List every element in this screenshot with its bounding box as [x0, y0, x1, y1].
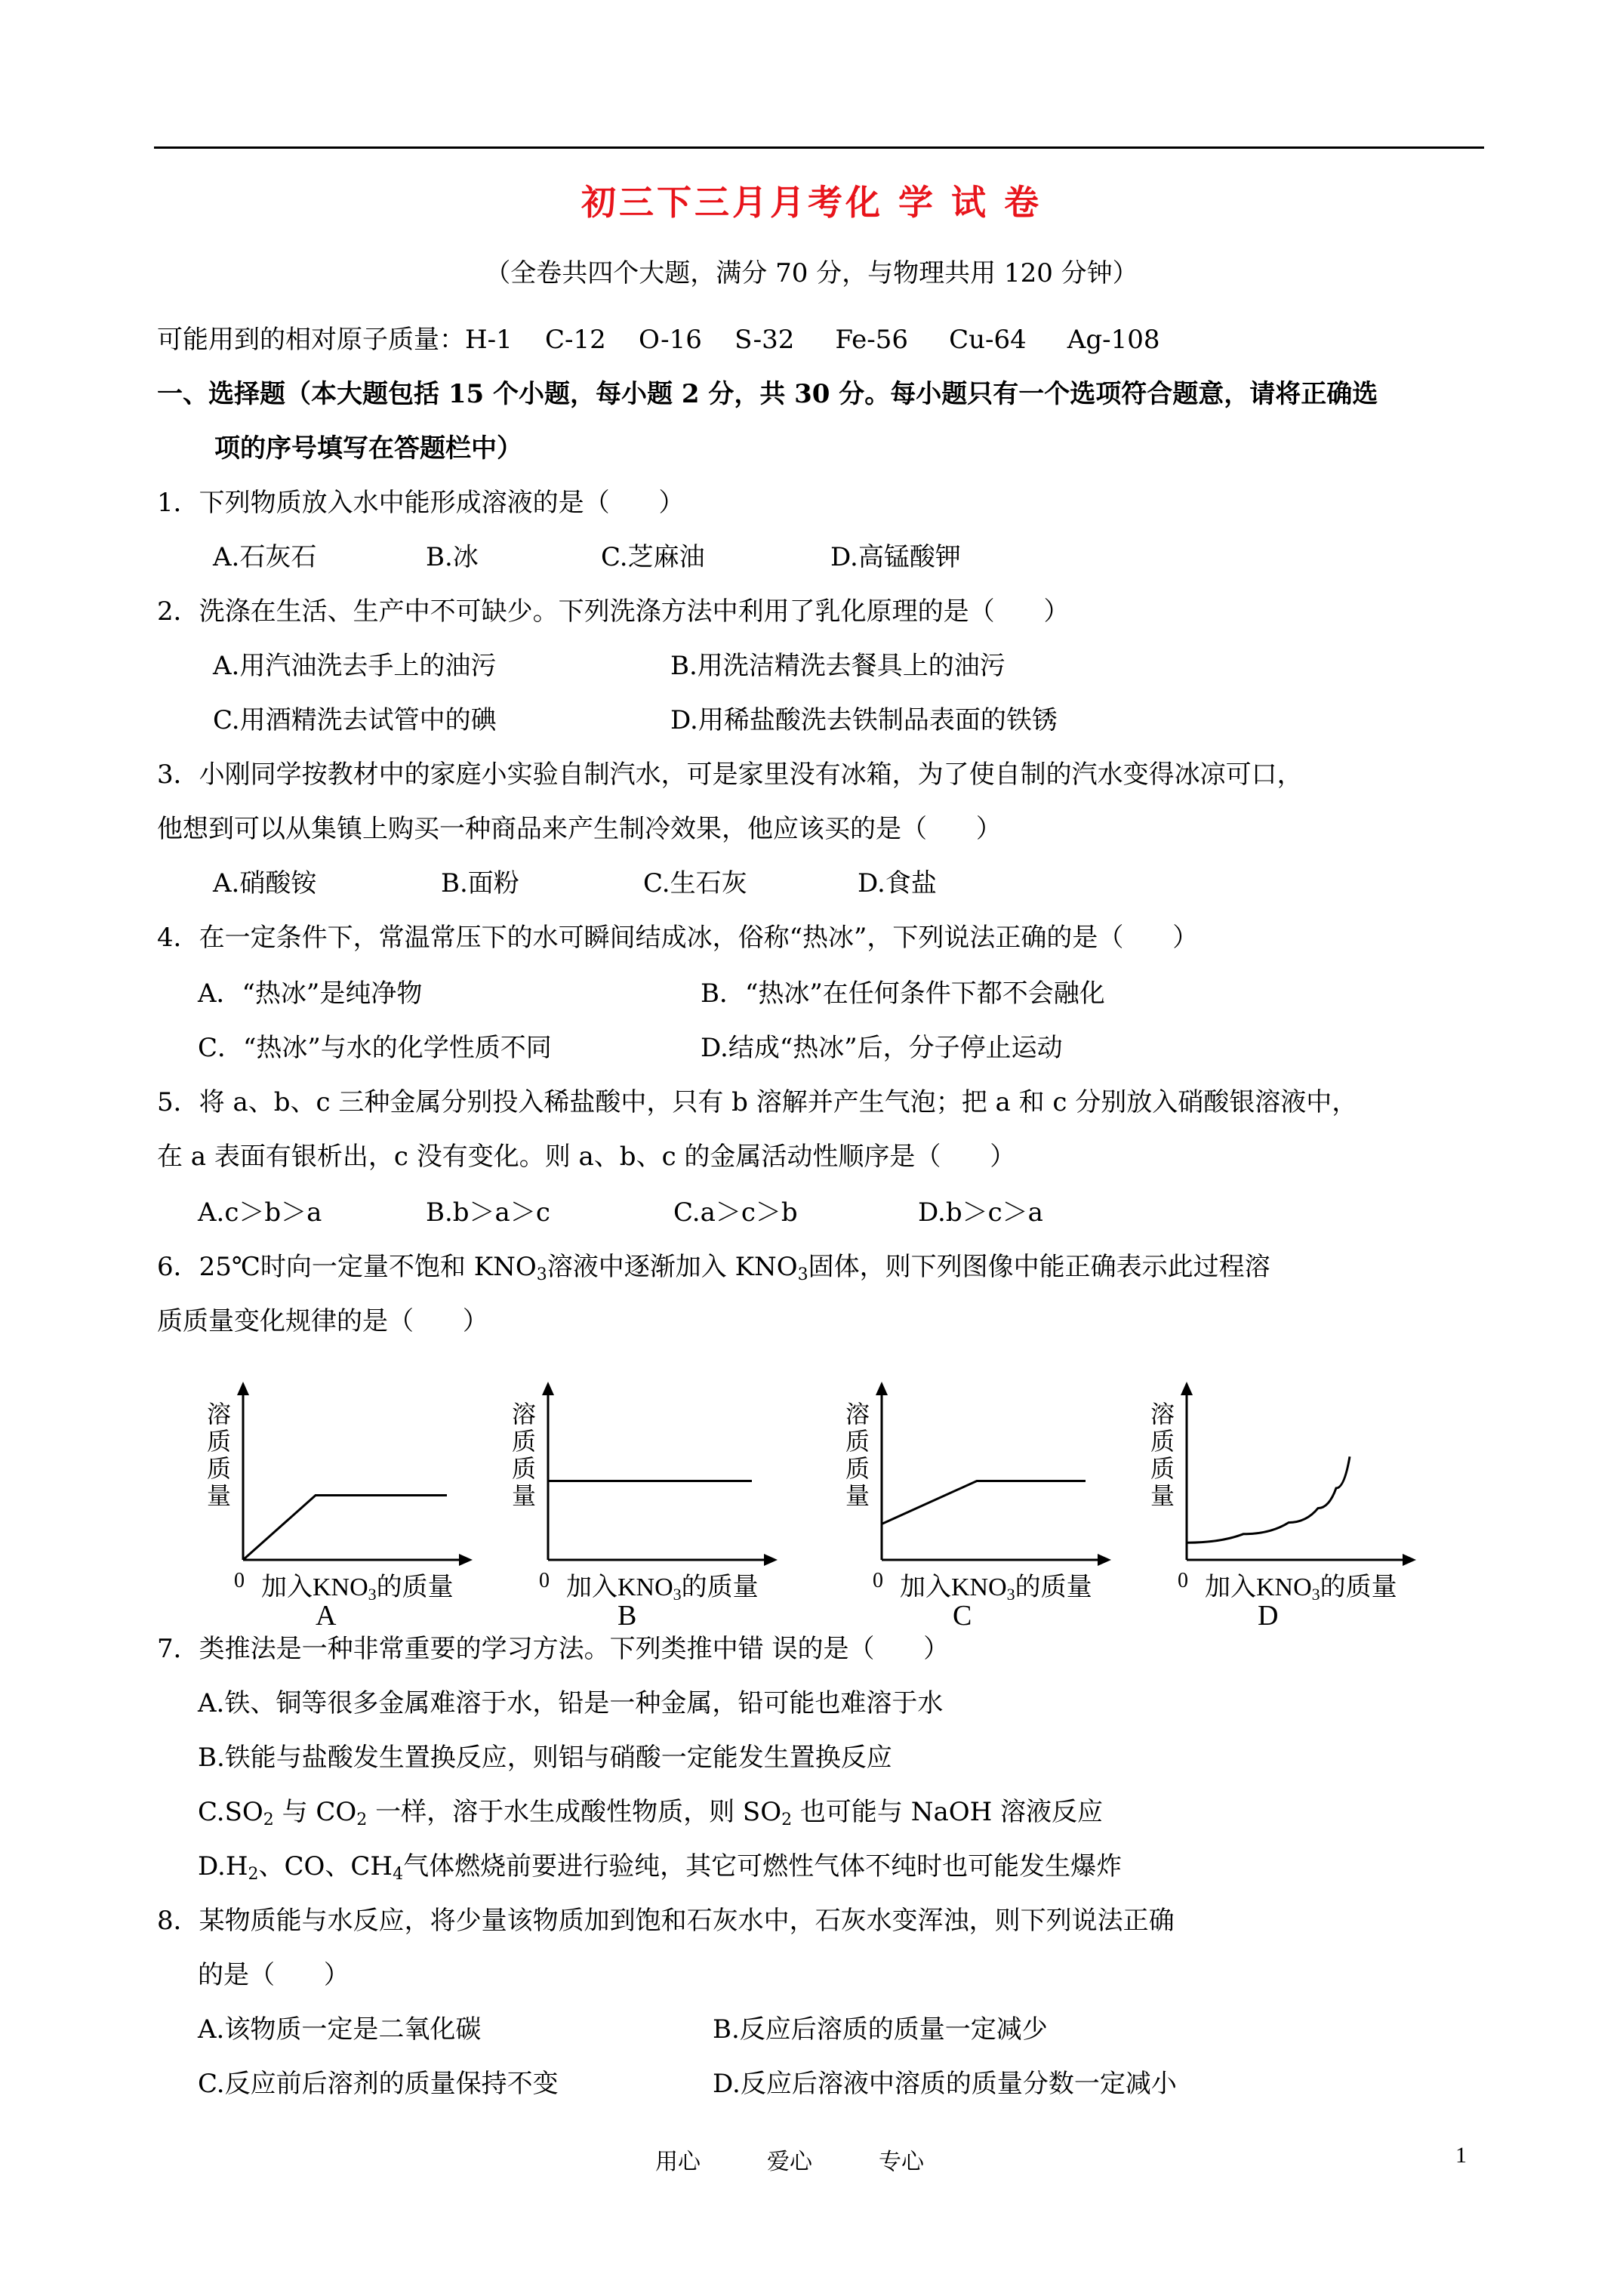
y-axis-label-char: 量 — [845, 1481, 870, 1510]
q7-option-b: B.铁能与盐酸发生置换反应，则铝与硝酸一定能发生置换反应 — [198, 1743, 892, 1773]
question-1-stem: 1．下列物质放入水中能形成溶液的是（ ） — [157, 488, 685, 518]
x-axis-label: 加入$KNO_3$的质量 — [900, 1573, 1092, 1604]
footer-text-2: 爱心 — [767, 2149, 812, 2175]
series-line — [882, 1481, 1086, 1524]
y-axis-label-char: 溶 — [845, 1400, 870, 1428]
section-heading-cont: 项的序号填写在答题栏中） — [214, 433, 522, 464]
page-number: 1 — [1455, 2143, 1467, 2168]
exam-subtitle: （全卷共四个大题，满分 70 分，与物理共用 120 分钟） — [485, 258, 1138, 288]
y-axis-label-char: 质 — [845, 1427, 870, 1456]
q3-option-c: C.生石灰 — [643, 868, 747, 898]
q5-option-c: C.a＞c＞b — [673, 1197, 798, 1228]
q3-option-d: D.食盐 — [858, 868, 937, 898]
y-axis-arrow — [1181, 1382, 1193, 1395]
y-axis-label-char: 质 — [1150, 1454, 1175, 1483]
x-axis-label: 加入$KNO_3$的质量 — [566, 1573, 759, 1604]
y-axis-label-char: 量 — [512, 1481, 537, 1510]
q4-option-d: D.结成“热冰”后，分子停止运动 — [701, 1033, 1063, 1063]
q8-option-b: B.反应后溶质的质量一定减少 — [713, 2014, 1048, 2045]
q8-option-c: C.反应前后溶剂的质量保持不变 — [198, 2069, 559, 2099]
q7-option-d: $D.H_2$、CO、$CH_4$气体燃烧前要进行验纯，其它可燃性气体不纯时也可能发生爆炸 — [198, 1851, 1123, 1884]
q2-option-d: D.用稀盐酸洗去铁制品表面的铁锈 — [670, 705, 1058, 735]
page-title: 初三下三月月考化 学 试 卷 — [581, 182, 1042, 223]
question-4-stem: 4．在一定条件下，常温常压下的水可瞬间结成冰，俗称“热冰”，下列说法正确的是（ ） — [157, 923, 1199, 953]
y-axis-label-char: 质 — [512, 1454, 537, 1483]
x-axis-arrow — [459, 1554, 473, 1566]
origin-label: 0 — [1178, 1569, 1188, 1592]
series-line — [243, 1496, 447, 1561]
y-axis-label-char: 质 — [207, 1454, 232, 1483]
origin-label: 0 — [873, 1569, 883, 1592]
question-3-stem: 3．小刚同学按教材中的家庭小实验自制汽水，可是家里没有冰箱，为了使自制的汽水变得冰凉可口， — [157, 760, 1303, 790]
y-axis-label-char: 质 — [512, 1427, 537, 1456]
y-axis-label-char: 量 — [1150, 1481, 1175, 1510]
x-axis-arrow — [1098, 1554, 1111, 1566]
y-axis-label-char: 质 — [845, 1454, 870, 1483]
atomic-masses: 可能用到的相对原子质量：H-1 C-12 O-16 S-32 Fe-56 Cu-64 Ag-108 — [157, 325, 1160, 355]
q1-option-c: C.芝麻油 — [601, 542, 705, 572]
q1-option-a: A.石灰石 — [213, 542, 317, 572]
y-axis-arrow — [542, 1382, 554, 1395]
q4-option-c: C．“热冰”与水的化学性质不同 — [198, 1033, 552, 1063]
question-2-stem: 2．洗涤在生活、生产中不可缺少。下列洗涤方法中利用了乳化原理的是（ ） — [157, 596, 1070, 627]
question-6-stem: 6．25℃时向一定量不饱和 $KNO_3$溶液中逐渐加入 $KNO_3$固体，则下列图像中能正确表示此过程溶 — [157, 1252, 1270, 1284]
section-heading: 一、选择题（本大题包括 15 个小题，每小题 2 分，共 30 分。每小题只有一个选项符合题意，请将正确选 — [157, 379, 1378, 409]
y-axis-label-char: 溶 — [207, 1400, 232, 1428]
q4-option-b: B．“热冰”在任何条件下都不会融化 — [701, 978, 1105, 1009]
y-axis-label-char: 溶 — [512, 1400, 537, 1428]
q5-option-a: A.c＞b＞a — [198, 1197, 322, 1228]
q2-option-a: A.用汽油洗去手上的油污 — [213, 651, 497, 681]
q8-option-a: A.该物质一定是二氧化碳 — [198, 2014, 482, 2045]
question-5-stem: 5．将 a、b、c 三种金属分别投入稀盐酸中，只有 b 溶解并产生气泡；把 a 和 c 分别放入硝酸银溶液中， — [157, 1087, 1358, 1117]
x-axis-label: 加入$KNO_3$的质量 — [1205, 1573, 1397, 1604]
q5-option-b: B.b＞a＞c — [426, 1197, 550, 1228]
x-axis-arrow — [764, 1554, 778, 1566]
x-axis-arrow — [1403, 1554, 1416, 1566]
question-5-stem-cont: 在 a 表面有银析出，c 没有变化。则 a、b、c 的金属活动性顺序是（ ） — [157, 1142, 1016, 1172]
question-8-stem-cont: 的是（ ） — [198, 1960, 350, 1990]
origin-label: 0 — [234, 1569, 245, 1592]
q2-option-c: C.用酒精洗去试管中的碘 — [213, 705, 497, 735]
y-axis-label-char: 溶 — [1150, 1400, 1175, 1428]
q2-option-b: B.用洗洁精洗去餐具上的油污 — [670, 651, 1006, 681]
question-7-stem: 7．类推法是一种非常重要的学习方法。下列类推中错 误的是（ ） — [157, 1634, 950, 1664]
q5-option-d: D.b＞c＞a — [918, 1197, 1043, 1228]
q3-option-a: A.硝酸铵 — [213, 868, 317, 898]
q7-option-a: A.铁、铜等很多金属难溶于水，铅是一种金属，铅可能也难溶于水 — [198, 1688, 944, 1718]
series-line — [1187, 1456, 1350, 1542]
question-6-stem-cont: 质质量变化规律的是（ ） — [157, 1306, 488, 1336]
q3-option-b: B.面粉 — [441, 868, 519, 898]
footer-text-3: 专心 — [879, 2149, 924, 2175]
chart-letter: C — [953, 1600, 972, 1632]
question-8-stem: 8．某物质能与水反应，将少量该物质加到饱和石灰水中，石灰水变浑浊，则下列说法正确 — [157, 1906, 1175, 1936]
footer-text-1: 用心 — [655, 2149, 701, 2175]
y-axis-label-char: 质 — [1150, 1427, 1175, 1456]
q1-option-d: D.高锰酸钾 — [830, 542, 961, 572]
y-axis-label-char: 质 — [207, 1427, 232, 1456]
q4-option-a: A．“热冰”是纯净物 — [198, 978, 423, 1009]
chart-letter: D — [1258, 1600, 1279, 1632]
y-axis-arrow — [876, 1382, 888, 1395]
chart-letter: B — [617, 1600, 637, 1632]
question-3-stem-cont: 他想到可以从集镇上购买一种商品来产生制冷效果，他应该买的是（ ） — [157, 814, 1002, 844]
q7-option-c: $C.SO_2$ 与 $CO_2$ 一样，溶于水生成酸性物质，则 $SO_2$ 也可能与 NaOH 溶液反应 — [198, 1797, 1104, 1829]
origin-label: 0 — [539, 1569, 550, 1592]
y-axis-arrow — [237, 1382, 249, 1395]
q1-option-b: B.冰 — [426, 542, 479, 572]
q8-option-d: D.反应后溶液中溶质的质量分数一定减小 — [713, 2069, 1177, 2099]
x-axis-label: 加入$KNO_3$的质量 — [261, 1573, 454, 1604]
chart-letter: A — [316, 1600, 337, 1632]
y-axis-label-char: 量 — [207, 1481, 232, 1510]
